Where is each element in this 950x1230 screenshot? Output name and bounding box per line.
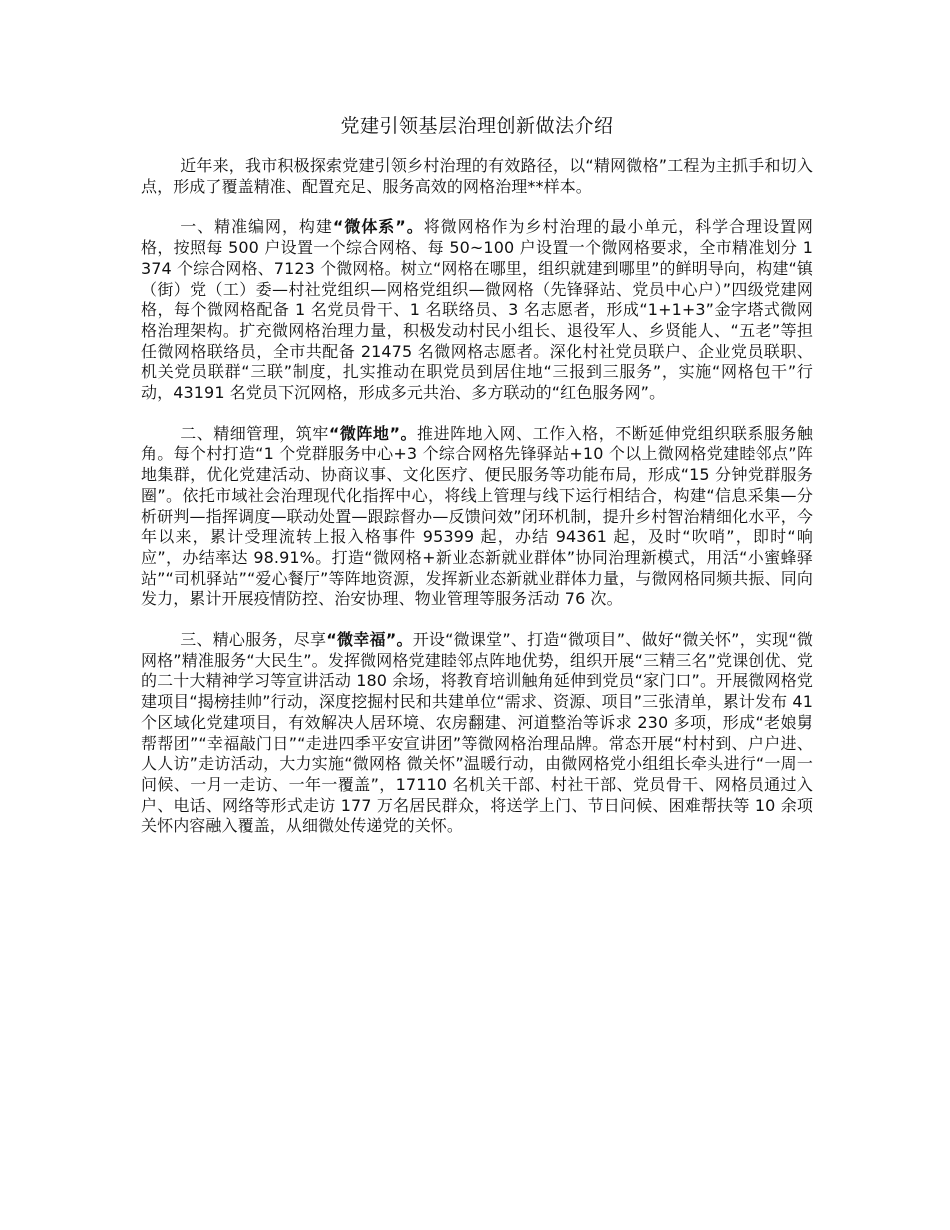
section-body-3: 开设“微课堂”、打造“微项目”、做好“微关怀”，实现“微网格”精准服务“大民生”。发挥微网格党建睦邻点阵地优势，组织开展“三精三名”党课创优、党的二十大精神学习等宣讲活动 180 余场，将教育培训触角延伸到党员“家门口”。开展微网格党建项目“揭榜挂帅”行动，深度挖掘村民和共建单位“需求、资源、项目”三张清单，累计发布 41 个区域化党建项目，有效解决人居环境、农房翻建、河道整治等诉求 230 多项，形成“老娘舅帮帮团”“幸福敲门日”“走进四季平安宣讲团”等微网格治理品牌。常态开展“村村到、户户进、人人访”走访活动，大力实施“微网格 微关怀”温暖行动，由微网格党小组组长牵头进行“一周一问候、一月一走访、一年一覆盖”，17110 名机关干部、村社干部、党员骨干、网格员通过入户、电话、网络等形式走访 177 万名居民群众，将送学上门、节日问候、困难帮扶等 10 余项关怀内容融入覆盖，从细微处传递党的关怀。	[141, 630, 814, 836]
section-keyword-1: “微体系”。	[332, 217, 424, 237]
section-keyword-2: “微阵地”。	[328, 423, 417, 443]
section-keyword-3: “微幸福”。	[326, 630, 413, 650]
section-heading-1: 一、精准编网，构建	[180, 217, 333, 237]
section-heading-2: 二、精细管理，筑牢	[180, 423, 329, 443]
section-body-1: 将微网格作为乡村治理的最小单元，科学合理设置网格，按照每 500 户设置一个综合网格、每 50~100 户设置一个微网格要求，全市精准划分 1374 个综合网格、7123 个微网格。树立“网格在哪里，组织就建到哪里”的鲜明导向，构建“镇（街）党（工）委—村社党组织—网格党组织—微网格（先锋驿站、党员中心户）”四级党建网格，每个微网格配备 1 名党员骨干、1 名联络员、3 名志愿者，形成“1+1+3”金字塔式微网格治理架构。扩充微网格治理力量，积极发动村民小组长、退役军人、乡贤能人、“五老”等担任微网格联络员，全市共配备 21475 名微网格志愿者。深化村社党员联户、企业党员联职、机关党员联群“三联”制度，扎实推动在职党员到居住地“三报到三服务”，实施“网格包干”行动，43191 名党员下沉网格，形成多元共治、多方联动的“红色服务网”。	[141, 217, 814, 403]
section-paragraph-2	[141, 424, 813, 610]
intro-paragraph: 近年来，我市积极探索党建引领乡村治理的有效路径，以“精网微格”工程为主抓手和切入点，形成了覆盖精准、配置充足、服务高效的网格治理**样本。	[141, 156, 813, 196]
document-page	[141, 112, 813, 857]
section-paragraph-1	[141, 217, 813, 403]
section-paragraph-3	[141, 630, 813, 837]
page-title: 党建引领基层治理创新做法介绍	[340, 115, 614, 137]
section-body-2: 推进阵地入网、工作入格，不断延伸党组织联系服务触角。每个村打造“1 个党群服务中心+3 个综合网格先锋驿站+10 个以上微网格党建睦邻点”阵地集群，优化党建活动、协商议事、文化医疗、便民服务等功能布局，形成“15 分钟党群服务圈”。依托市域社会治理现代化指挥中心，将线上管理与线下运行相结合，构建“信息采集—分析研判—指挥调度—联动处置—跟踪督办—反馈问效”闭环机制，提升乡村智治精细化水平，今年以来，累计受理流转上报入格事件 95399 起，办结 94361 起，及时“吹哨”，即时“响应”，办结率达 98.91%。打造“微网格+新业态新就业群体”协同治理新模式，用活“小蜜蜂驿站”“司机驿站”“爱心餐厅”等阵地资源，发挥新业态新就业群体力量，与微网格同频共振、同向发力，累计开展疫情防控、治安协理、物业管理等服务活动 76 次。	[141, 423, 813, 609]
section-heading-3: 三、精心服务，尽享	[180, 630, 327, 650]
